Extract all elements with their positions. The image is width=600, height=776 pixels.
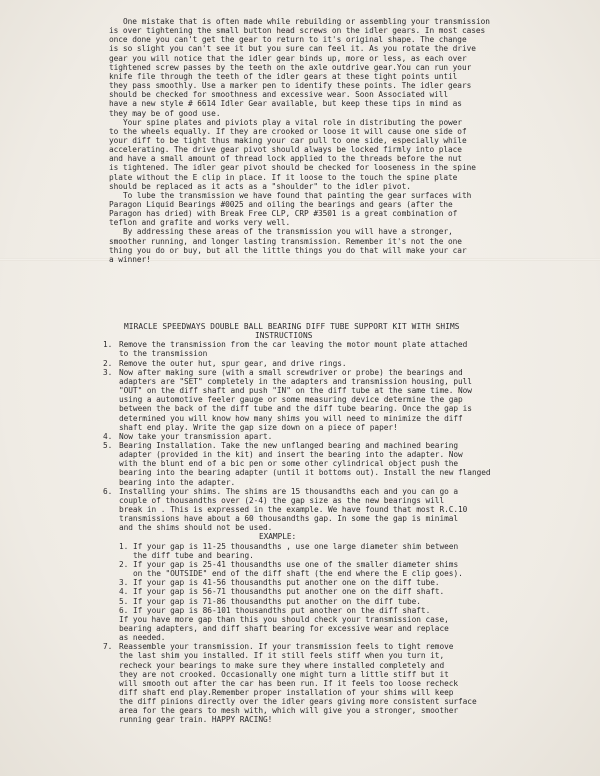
step-3-line: using a automotive feeler gauge or some measuring device determine the gap (119, 395, 463, 405)
step-7-line: Reassemble your transmission. If your transmission feels to tight remove (119, 642, 454, 652)
kit-subtitle: INSTRUCTIONS (255, 331, 313, 341)
step-number: 7. (103, 642, 113, 652)
intro-p1-line: One mistake that is often made while rebuilding or assembling your transmission (123, 17, 490, 26)
intro-p1-line: is so slight you can't see it but you sure can feel it. As you rotate the drive (109, 44, 476, 54)
step-1-line: to the transmission (119, 349, 208, 359)
example-after-line: If you have more gap than this you should check your transmission case, (119, 614, 449, 624)
step-5-line: adapter (provided in the kit) and insert the bearing into the adapter. Now (119, 450, 463, 460)
step-number: 3. (103, 367, 113, 377)
step-7-line: diff shaft end play.Remember proper installation of your shims will keep (119, 688, 454, 697)
intro-p2-line: Your spine plates and piviots play a vital role in distributing the power (123, 117, 463, 127)
step-3-line: determined you will know how many shims you will need to minimize the diff (119, 413, 463, 423)
intro-p2-line: is tightened. The idler gear pivot should be checked for looseness in the spine (109, 163, 476, 173)
step-7-line: area for the gears to mesh with, which will give you a stronger, smoother (119, 706, 459, 716)
example-2-line: If your gap is 25-41 thousandths use one of the smaller diameter shims (133, 559, 459, 569)
intro-p1-line: they may be of good use. (109, 108, 221, 118)
intro-p4-line: a winner! (109, 254, 151, 264)
intro-p3-line: Paragon Liquid Bearings #0025 and oiling the bearings and gears (after the (109, 200, 453, 209)
step-4-line: Now take your transmission apart. (119, 431, 273, 441)
intro-p1-line: gear you will notice that the idler gear binds up, more or less, as each over (109, 53, 467, 63)
intro-p4-line: smoother running, and longer lasting transmission. Remember it's not the one (109, 236, 462, 246)
step-7-line: the last shim you installed. If it still feels stiff when you turn it, (119, 651, 445, 661)
example-5-line: If your gap is 71-86 thousandths put another on the diff tube. (133, 596, 421, 606)
step-number: 2. (103, 358, 113, 368)
step-number: 6. (103, 486, 113, 496)
step-7-line: the diff pinions directly over the idler gears giving more consistent surface (119, 697, 477, 707)
step-6-line: break in . This is expressed in the example. We have found that most R.C.10 (119, 505, 468, 514)
intro-p2-line: should be replaced as it acts as a "shoulder" to the idler pivot. (109, 181, 411, 191)
intro-p4-line: By addressing these areas of the transmission you will have a stronger, (123, 227, 453, 237)
example-number: 3. (119, 578, 129, 588)
intro-p1-line: should be checked for smoothness and excessive wear. Soon Associated will (109, 90, 449, 100)
intro-p4-line: thing you do or buy, but all the little things you do that will make your car (109, 245, 467, 255)
step-5-line: Bearing Installation. Take the new unflanged bearing and machined bearing (119, 440, 459, 450)
intro-p1-line: tightened screw passes by the teeth on the axle outdrive gear.You can run your (109, 62, 472, 72)
step-7-line: recheck your bearings to make sure they where installed completely and (119, 660, 445, 670)
step-7-line: running gear train. HAPPY RACING! (119, 715, 273, 725)
step-number: 4. (103, 431, 113, 441)
paper-fold-crease (0, 258, 600, 261)
step-2-line: Remove the outer hut, spur gear, and drive rings. (119, 358, 347, 368)
intro-p2-line: and have a small amount of thread lock applied to the threads before the nut (109, 154, 462, 164)
step-3-line: between the back of the diff tube and the diff tube bearing. Once the gap is (119, 404, 472, 414)
example-label: EXAMPLE: (259, 532, 297, 542)
step-number: 5. (103, 440, 113, 450)
example-1-line: If your gap is 11-25 thousandths , use one large diameter shim between (133, 541, 459, 551)
example-number: 2. (119, 559, 129, 569)
intro-p3-line: teflon and grafite and works very well. (109, 218, 291, 228)
step-6-line: transmissions have about a 60 thousandths gap. In some the gap is minimal (119, 514, 459, 524)
example-3-line: If your gap is 41-56 thousandths put another one on the diff tube. (133, 578, 440, 588)
intro-p2-line: accelerating. The drive gear pivot should always be locked firmly into place (109, 145, 462, 155)
example-6-line: If your gap is 86-101 thousandths put another on the diff shaft. (133, 605, 431, 615)
step-5-line: bearing into the adapter. (119, 477, 236, 487)
step-7-line: they are not crooked. Occasionally one might turn a little stiff but it (119, 669, 449, 679)
step-6-line: Installing your shims. The shims are 15 thousandths each and you can go a (119, 486, 459, 496)
intro-p2-line: to the wheels equally. If they are crooked or loose it will cause one side of (109, 126, 467, 136)
example-1-line: the diff tube and bearing. (133, 550, 254, 560)
example-4-line: If your gap is 56-71 thousandths put another one on the diff shaft. (133, 587, 445, 597)
step-3-line: "OUT" on the diff shaft and push "IN" on the diff tube at the same time. Now (119, 386, 472, 396)
intro-p1-line: once done you can't get the gear to return to it's original shape. The change (109, 35, 467, 45)
kit-title: MIRACLE SPEEDWAYS DOUBLE BALL BEARING DIFF TUBE SUPPORT KIT WITH SHIMS (124, 322, 460, 331)
step-7-line: will smooth out after the car has been run. If it feels too loose recheck (119, 678, 459, 688)
step-3-line: shaft end play. Write the gap size down on a piece of paper! (119, 422, 398, 432)
example-2-line: on the "OUTSIDE" end of the diff shaft (the end where the E clip goes). (133, 569, 463, 579)
example-after-line: bearing adapters, and diff shaft bearing for excessive wear and replace (119, 623, 449, 633)
example-number: 5. (119, 596, 129, 606)
example-number: 1. (119, 541, 129, 551)
intro-p1-line: they pass smoothly. Use a marker pen to identify these points. The idler gears (109, 81, 472, 91)
example-after-line: as needed. (119, 633, 166, 643)
step-6-line: and the shims should not be used. (119, 523, 273, 533)
example-number: 4. (119, 587, 129, 597)
intro-p2-line: your diff to be tight thus making your car pull to one side, especially while (109, 135, 467, 145)
intro-p3-line: To lube the transmission we have found that painting the gear surfaces with (123, 190, 472, 200)
intro-p1-line: is over tightening the small button head screws on the idler gears. In most cases (109, 26, 486, 36)
example-number: 6. (119, 605, 129, 615)
intro-p1-line: knife file through the teeth of the idler gears at these tight points until (109, 71, 458, 81)
step-number: 1. (103, 340, 113, 350)
intro-p3-line: Paragon has dried) with Break Free CLP, CRP #3501 is a great combination of (109, 209, 458, 219)
intro-p2-line: plate without the E clip in place. If it loose to the touch the spine plate (109, 172, 458, 182)
intro-p1-line: have a new style # 6614 Idler Gear available, but keep these tips in mind as (109, 99, 462, 109)
step-3-line: adapters are "SET" completely in the adapters and transmission housing, pull (119, 376, 472, 386)
step-3-line: Now after making sure (with a small screwdriver or probe) the bearings and (119, 367, 463, 377)
step-5-line: bearing into the bearing adapter (until it bottoms out). Install the new flanged (119, 468, 491, 478)
step-6-line: couple of thousandths over (2-4) the gap size as the new bearings will (119, 495, 445, 505)
step-1-line: Remove the transmission from the car leaving the motor mount plate attached (119, 340, 468, 350)
step-5-line: with the blunt end of a bic pen or some other cylindrical object push the (119, 459, 459, 469)
